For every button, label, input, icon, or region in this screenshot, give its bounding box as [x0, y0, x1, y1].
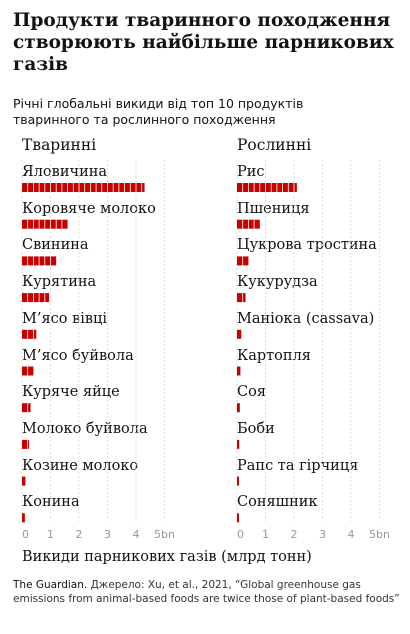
- category-label: Козине молоко: [22, 457, 139, 474]
- bar: [237, 330, 241, 339]
- tick-label: 1: [262, 528, 269, 541]
- category-label: Пшениця: [237, 200, 310, 217]
- tick-label: 5bn: [154, 528, 175, 541]
- bar: [237, 477, 239, 486]
- tick-label: 0: [237, 528, 244, 541]
- tick-label: 4: [347, 528, 355, 541]
- bar: [237, 183, 297, 192]
- tick-label: 0: [22, 528, 29, 541]
- bar: [22, 477, 25, 486]
- category-label: Свинина: [22, 237, 89, 254]
- bar: [237, 367, 240, 376]
- source-text: Джерело: Xu, et al., 2021, “Global greenhouse gas emissions from animal-based foods are twice those of plant-based foods”: [13, 579, 400, 605]
- tick-label: 1: [47, 528, 54, 541]
- category-label: Рапс та гірчиця: [237, 457, 359, 474]
- bar: [237, 513, 239, 522]
- bar: [237, 403, 240, 412]
- category-label: Курятина: [22, 274, 97, 291]
- category-label: Кукурудза: [237, 274, 318, 291]
- source-note: [13, 578, 403, 606]
- tick-label: 2: [75, 528, 83, 541]
- bar: [22, 403, 31, 412]
- category-label: Рис: [237, 164, 265, 180]
- tick-label: 5bn: [369, 528, 390, 541]
- category-label: Куряче яйце: [22, 384, 120, 401]
- category-label: Соняшник: [237, 494, 318, 511]
- category-label: Яловичина: [22, 164, 108, 180]
- category-label: М’ясо вівці: [22, 310, 107, 327]
- panel-title-plant: Рослинні: [237, 136, 312, 154]
- panel-title-animal: Тваринні: [22, 136, 97, 154]
- chart-title: Продукти тваринного походження створюють найбільше парникових газів: [13, 10, 394, 75]
- category-label: Боби: [237, 420, 275, 437]
- bar: [22, 513, 25, 522]
- tick-label: 3: [104, 528, 111, 541]
- x-axis-label: Викиди парникових газів (млрд тонн): [22, 549, 312, 565]
- category-label: Маніока (cassava): [237, 310, 375, 327]
- tick-label: 2: [290, 528, 298, 541]
- source-publisher: The Guardian.: [13, 579, 88, 591]
- category-label: М’ясо буйвола: [22, 347, 134, 364]
- category-label: Молоко буйвола: [22, 420, 148, 437]
- category-label: Соя: [237, 384, 266, 401]
- category-label: Картопля: [237, 347, 311, 364]
- bar: [22, 330, 36, 339]
- category-label: Цукрова тростина: [237, 237, 377, 254]
- tick-label: 4: [132, 528, 140, 541]
- bar: [237, 440, 239, 449]
- category-label: Конина: [22, 494, 80, 511]
- category-label: Коровяче молоко: [22, 200, 156, 217]
- bar: [237, 293, 246, 302]
- tick-label: 3: [319, 528, 326, 541]
- bar: [22, 183, 145, 192]
- chart-subtitle: Річні глобальні викиди від топ 10 продуктів тваринного та рослинного походження: [13, 96, 304, 127]
